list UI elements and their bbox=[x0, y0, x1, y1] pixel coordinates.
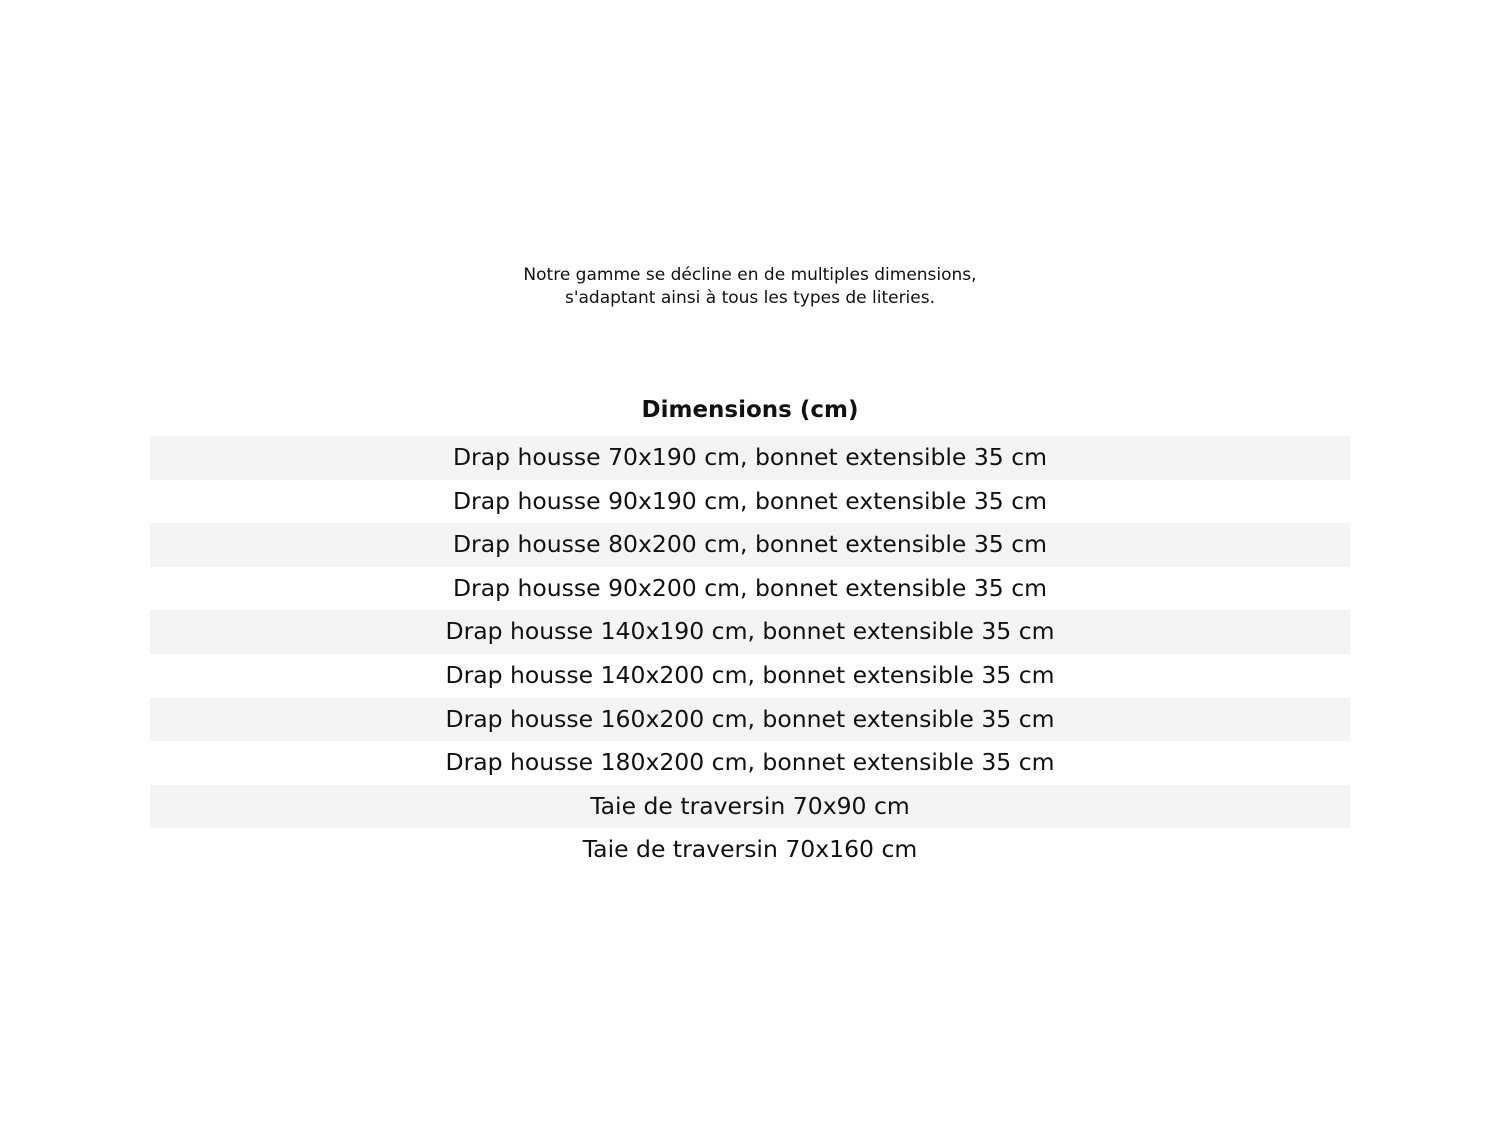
table-row: Drap housse 140x190 cm, bonnet extensible 35 cm bbox=[150, 610, 1350, 654]
table-row: Drap housse 160x200 cm, bonnet extensible 35 cm bbox=[150, 698, 1350, 742]
table-row: Drap housse 70x190 cm, bonnet extensible 35 cm bbox=[150, 436, 1350, 480]
table-row: Taie de traversin 70x90 cm bbox=[150, 785, 1350, 829]
table-row: Drap housse 90x200 cm, bonnet extensible 35 cm bbox=[452, 573, 1048, 602]
intro-text bbox=[0, 264, 1500, 310]
table-row: Taie de traversin 70x160 cm bbox=[582, 835, 918, 864]
table-row: Drap housse 180x200 cm, bonnet extensible 35 cm bbox=[445, 748, 1055, 777]
table-row: Drap housse 140x200 cm, bonnet extensible 35 cm bbox=[445, 660, 1055, 689]
dimensions-table-title: Dimensions (cm) bbox=[641, 397, 859, 423]
intro-line-1: Notre gamme se décline en de multiples dimensions, bbox=[523, 265, 977, 285]
table-row: Drap housse 80x200 cm, bonnet extensible 35 cm bbox=[150, 523, 1350, 567]
dimensions-table bbox=[150, 436, 1350, 872]
intro-line-2: s'adaptant ainsi à tous les types de literies. bbox=[564, 288, 936, 308]
table-row: Drap housse 90x190 cm, bonnet extensible 35 cm bbox=[452, 486, 1048, 515]
